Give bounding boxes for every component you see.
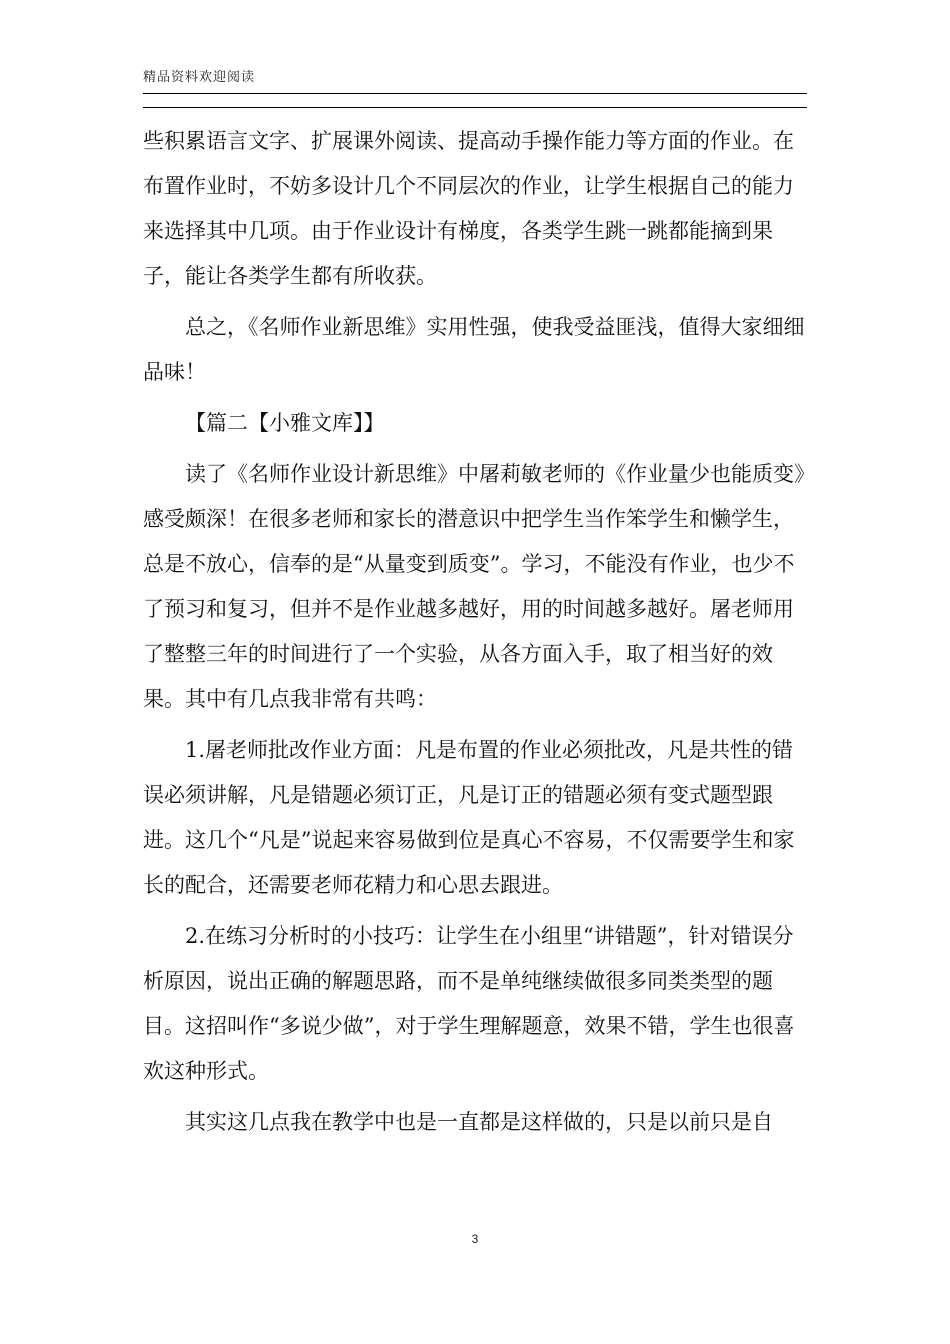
section-heading: 【篇二【小雅文库】】 [185,411,385,435]
document-body [143,119,809,1145]
paragraph-conclusion: 总之，《名师作业新思维》实用性强，使我受益匪浅，值得大家细细品味！ [143,315,805,384]
paragraph-continuation: 些积累语言文字、扩展课外阅读、提高动手操作能力等方面的作业。在布置作业时，不妨多设计几个不同层次的作业，让学生根据自己的能力来选择其中几项。由于作业设计有梯度，各类学生跳一跳都能摘到果子，能让各类学生都有所收获。 [143,129,794,288]
page-number: 3 [471,1232,479,1246]
paragraph-point-1: 1.屠老师批改作业方面：凡是布置的作业必须批改，凡是共性的错误必须讲解，凡是错题必须订正，凡是订正的错题必须有变式题型跟进。这几个“凡是”说起来容易做到位是真心不容易，不仅需要学生和家长的配合，还需要老师花精力和心思去跟进。 [143,738,795,897]
header-rule-bottom [143,107,807,108]
paragraph-final: 其实这几点我在教学中也是一直都是这样做的，只是以前只是自 [185,1110,773,1134]
header-rule-top [143,93,807,94]
paragraph-intro: 读了《名师作业设计新思维》中屠莉敏老师的《作业量少也能质变》感受颇深！在很多老师和家长的潜意识中把学生当作笨学生和懒学生，总是不放心，信奉的是“从量变到质变”。学习，不能没有作业，也少不了预习和复习，但并不是作业越多越好，用的时间越多越好。屠老师用了整整三年的时间进行了一个实验，从各方面入手，取了相当好的效果。其中有几点我非常有共鸣： [143,462,805,711]
paragraph-point-2: 2.在练习分析时的小技巧：让学生在小组里“讲错题”，针对错误分析原因，说出正确的解题思路，而不是单纯继续做很多同类类型的题目。这招叫作“多说少做”，对于学生理解题意，效果不错，学生也很喜欢这种形式。 [143,924,795,1083]
page-header: 精品资料欢迎阅读 [143,70,256,85]
